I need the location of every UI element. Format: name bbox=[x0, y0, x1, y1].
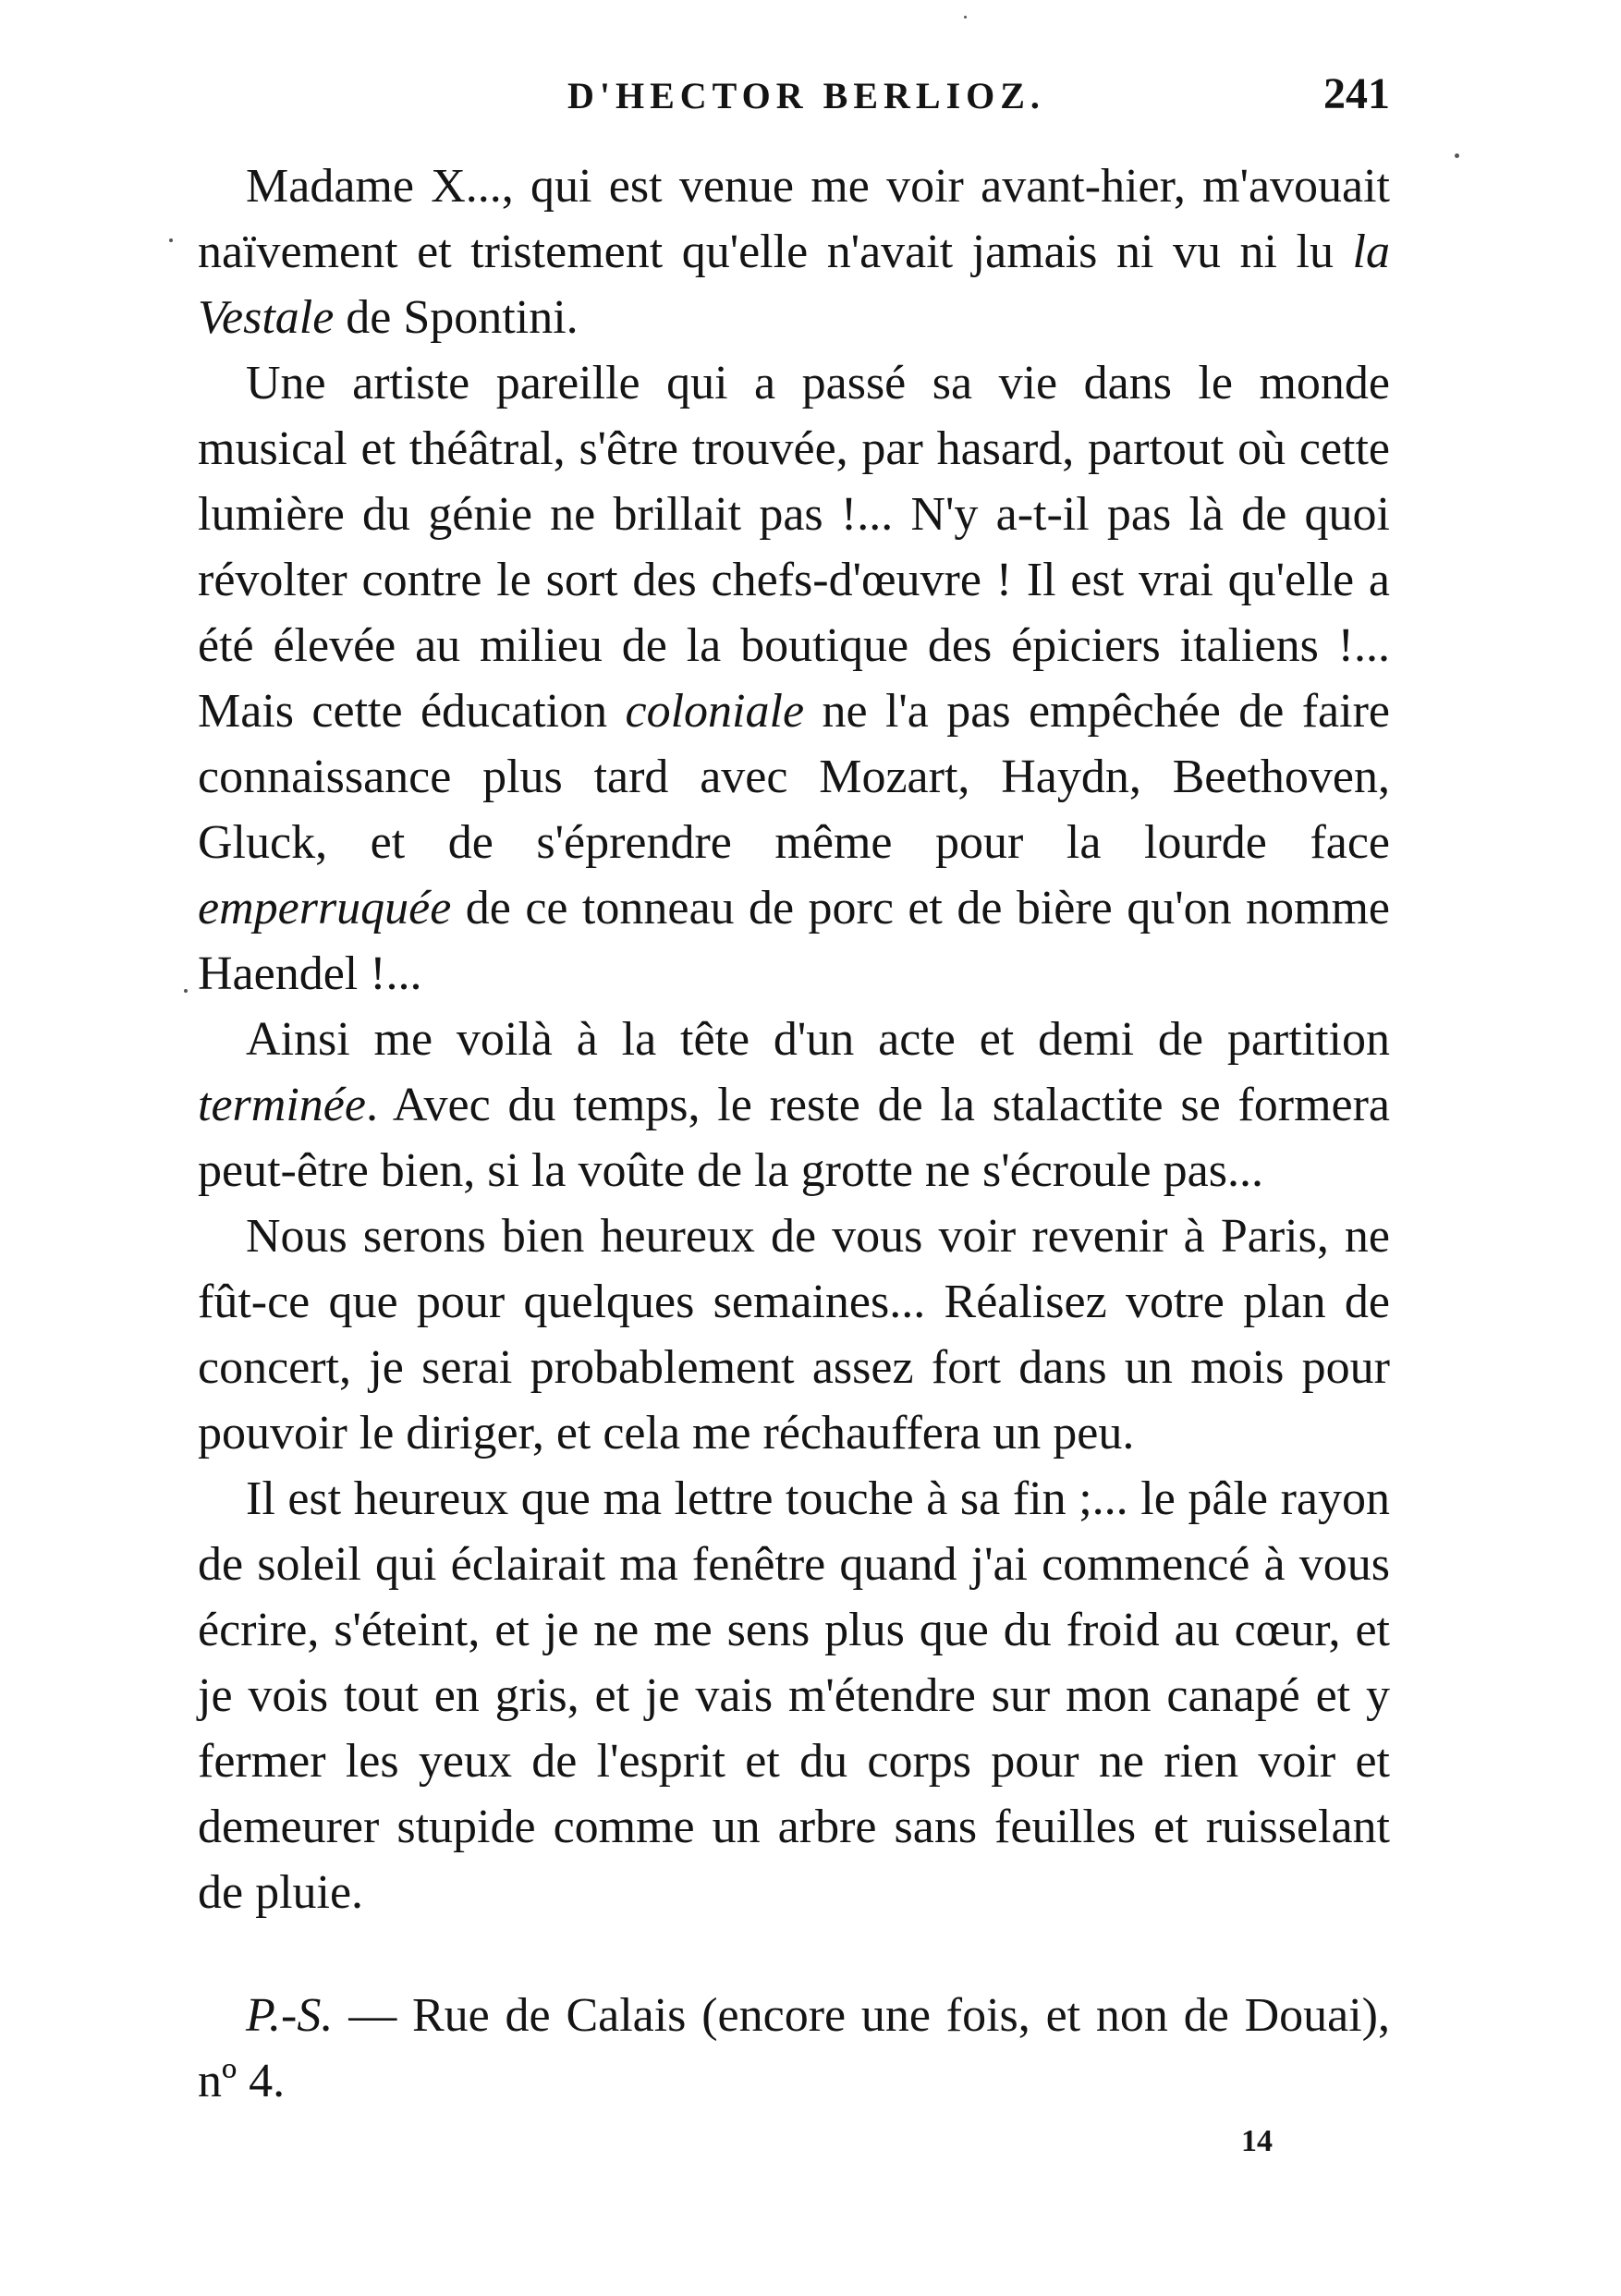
postscript bbox=[198, 1983, 1390, 2114]
paragraph-1-text-b: de Spontini. bbox=[334, 291, 579, 344]
paragraph-1 bbox=[198, 153, 1390, 350]
page-number: 241 bbox=[1323, 69, 1390, 118]
page-header bbox=[198, 69, 1390, 129]
paragraph-2-text-c: de ce tonneau de porc et de bière qu'on nomme Haendel !... bbox=[198, 882, 1390, 1000]
paragraph-2-italic-b: emperruquée bbox=[198, 882, 452, 934]
paragraph-4: Nous serons bien heureux de vous voir revenir à Paris, ne fût-ce que pour quelques semaines... Réalisez votre plan de concert, je serai probablement assez fort dans un mois pour pouvoir le diriger, et cela me réchauffera un peu. bbox=[198, 1210, 1390, 1459]
signature-mark: 14 bbox=[1241, 2124, 1273, 2158]
paragraph-3-text-a: Ainsi me voilà à la tête d'un acte et demi de partition bbox=[246, 1013, 1390, 1066]
ink-speck bbox=[1455, 153, 1459, 158]
ink-speck bbox=[184, 989, 188, 993]
postscript-label: P.-S. bbox=[246, 1989, 334, 2042]
paragraph-2-text-b: ne l'a pas empêchée de faire connaissance plus tard avec Mozart, Haydn, Beethoven, Gluck, et de s'éprendre même pour la lourde face bbox=[198, 685, 1390, 869]
section-gap bbox=[198, 1925, 1390, 1983]
paragraph-2-italic-a: coloniale bbox=[625, 685, 805, 738]
paragraph-1-italic: la Vestale bbox=[198, 226, 1390, 344]
ink-speck bbox=[964, 16, 967, 18]
paragraph-3-italic: terminée bbox=[198, 1079, 366, 1131]
paragraph-2-text-a: Une artiste pareille qui a passé sa vie dans le monde musical et théâtral, s'être trouvée, par hasard, partout où cette lumière du génie ne brillait pas !... N'y a-t-il pas là de quoi révolter contre le sort des chefs-d'œuvre ! Il est vrai qu'elle a été élevée au milieu de la boutique des épiciers italiens !... Mais cette éducation bbox=[198, 357, 1390, 738]
paragraph-2 bbox=[198, 350, 1390, 1007]
paragraph-1-text-a: Madame X..., qui est venue me voir avant-hier, m'avouait naïvement et tristement qu'elle n'avait jamais ni vu ni lu bbox=[198, 160, 1390, 278]
paragraph-3-text-b: . Avec du temps, le reste de la stalactite se formera peut-être bien, si la voûte de la grotte ne s'écroule pas... bbox=[198, 1079, 1390, 1197]
postscript-text: — Rue de Calais (encore une fois, et non de Douai), nº 4. bbox=[198, 1989, 1390, 2107]
running-title: D'HECTOR BERLIOZ. bbox=[567, 75, 1045, 116]
ink-speck bbox=[169, 238, 173, 242]
letter-body bbox=[198, 153, 1390, 2114]
paragraph-3 bbox=[198, 1007, 1390, 1203]
paragraph-5: Il est heureux que ma lettre touche à sa fin ;... le pâle rayon de soleil qui éclairait ma fenêtre quand j'ai commencé à vous écrire, s'éteint, et je ne me sens plus que du froid au cœur, et je vois tout en gris, et je vais m'étendre sur mon canapé et y fermer les yeux de l'esprit et du corps pour ne rien voir et demeurer stupide comme un arbre sans feuilles et ruisselant de pluie. bbox=[198, 1472, 1390, 1919]
